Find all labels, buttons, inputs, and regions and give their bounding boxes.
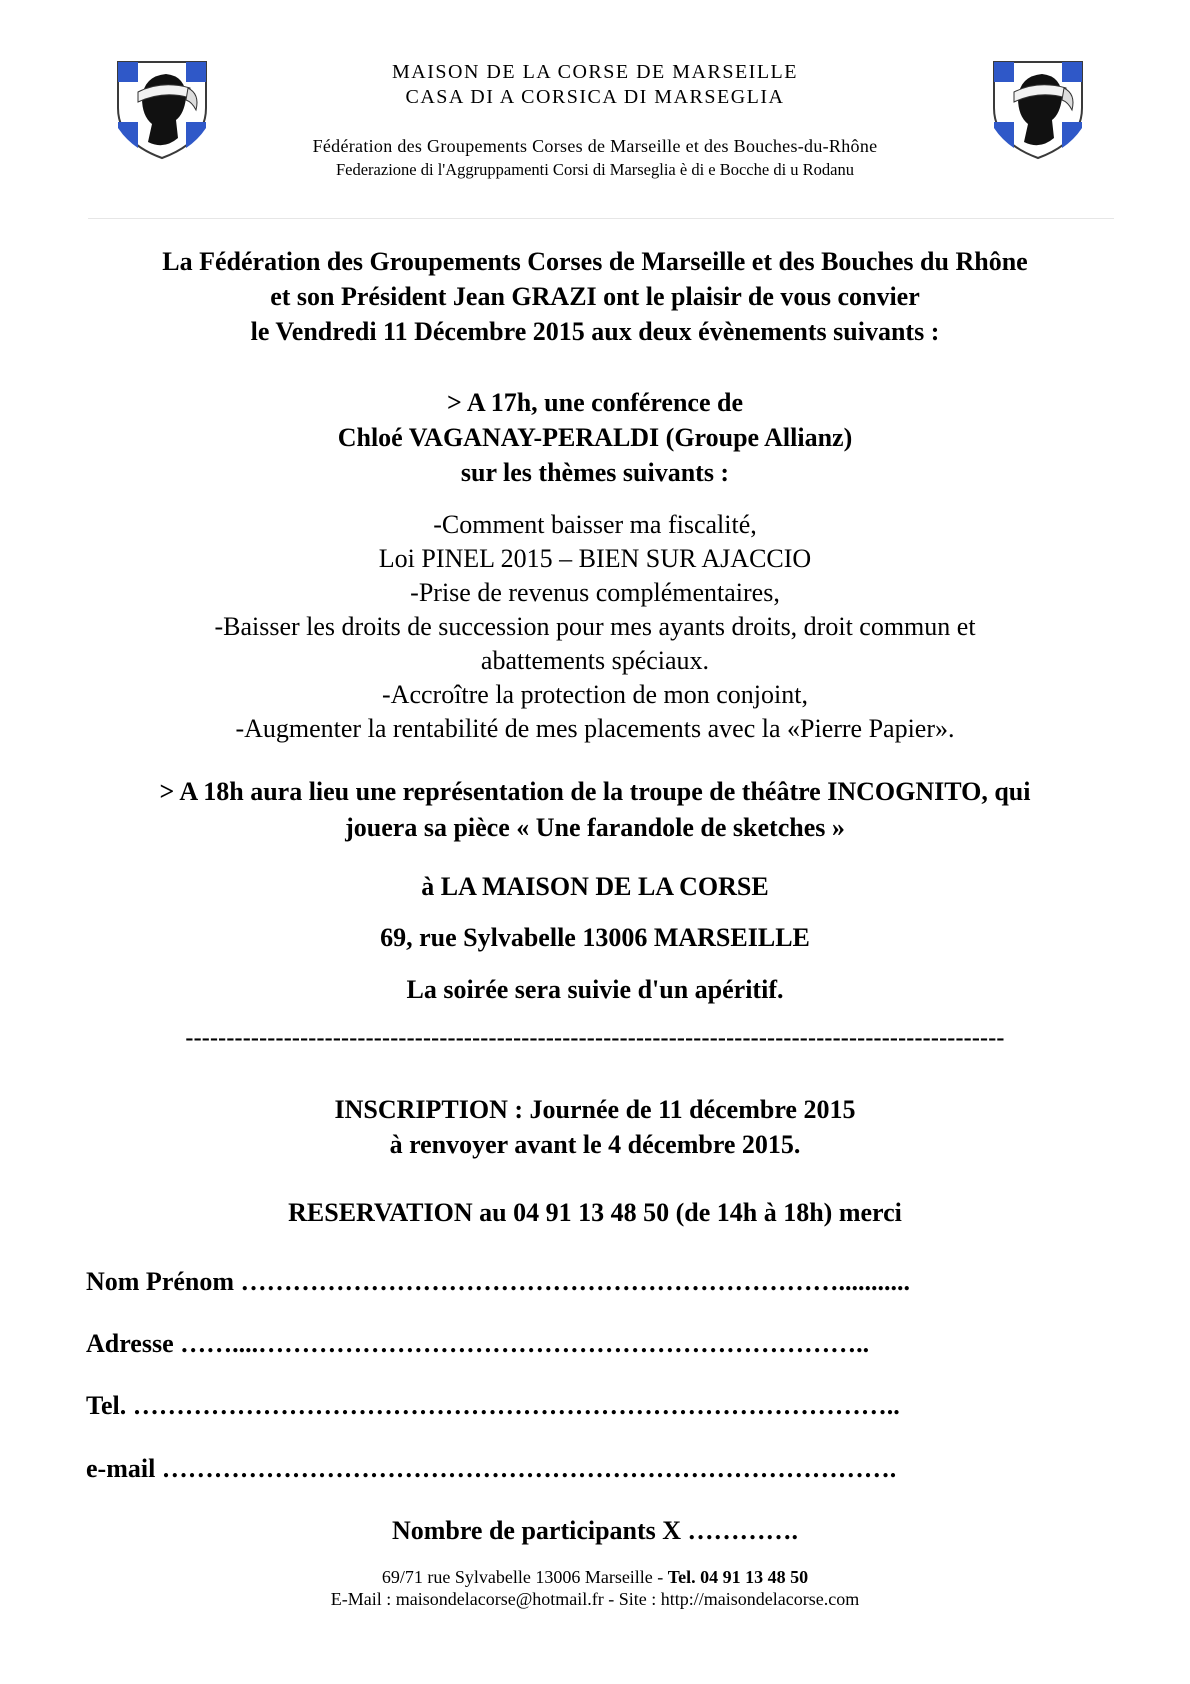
intro-line: et son Président Jean GRAZI ont le plaisir de vous convier <box>270 282 920 311</box>
theatre-line: > A 18h aura lieu une représentation de la troupe de théâtre INCOGNITO, qui <box>159 777 1031 806</box>
footer-address-line <box>60 1566 1130 1588</box>
moor-head-crest-icon <box>990 58 1086 162</box>
inscription-line: à renvoyer avant le 4 décembre 2015. <box>389 1130 801 1159</box>
letterhead <box>200 60 990 182</box>
moor-head-crest-icon <box>114 58 210 162</box>
invitation-intro <box>60 244 1130 349</box>
intro-line: La Fédération des Groupements Corses de Marseille et des Bouches du Rhône <box>162 247 1028 276</box>
header-divider <box>88 218 1114 219</box>
federation-co: Federazione di l'Aggruppamenti Corsi di Marseglia è di e Bocche di u Rodanu <box>335 160 854 179</box>
form-address-field: Adresse ……....…………………………………………………………….. <box>86 1329 870 1358</box>
theme-item: -Accroître la protection de mon conjoint, <box>382 680 808 709</box>
conference-line: > A 17h, une conférence de <box>447 388 743 417</box>
cut-line-separator: ---------------------------------------------------------------------------------------------------- <box>185 1025 1005 1051</box>
inscription-line: INSCRIPTION : Journée de 11 décembre 2015 <box>334 1095 856 1124</box>
footer-tel: Tel. 04 91 13 48 50 <box>667 1567 809 1587</box>
inscription-heading <box>60 1092 1130 1162</box>
form-name-field: Nom Prénom ……………………………………………………………........... <box>86 1267 911 1296</box>
venue-address: 69, rue Sylvabelle 13006 MARSEILLE <box>380 923 810 952</box>
conference-line: Chloé VAGANAY-PERALDI (Groupe Allianz) <box>337 423 853 452</box>
themes-list <box>60 508 1130 746</box>
aperitif-note: La soirée sera suivie d'un apéritif. <box>406 975 784 1004</box>
theme-item: abattements spéciaux. <box>480 646 710 675</box>
conference-line: sur les thèmes suivants : <box>460 458 730 487</box>
org-name-co: CASA DI A CORSICA DI MARSEGLIA <box>405 86 785 108</box>
theme-item: -Baisser les droits de succession pour mes ayants droits, droit commun et <box>214 612 976 641</box>
theme-item: Loi PINEL 2015 – BIEN SUR AJACCIO <box>378 544 812 573</box>
intro-line: le Vendredi 11 Décembre 2015 aux deux évènements suivants : <box>250 317 940 346</box>
venue-name: à LA MAISON DE LA CORSE <box>421 872 769 901</box>
theatre-announcement <box>60 774 1130 846</box>
footer-address: 69/71 rue Sylvabelle 13006 Marseille - <box>381 1567 668 1587</box>
footer <box>60 1566 1130 1610</box>
form-tel-field: Tel. …………………………………………………………………………….. <box>86 1391 900 1420</box>
participants-count-field: Nombre de participants X …………. <box>391 1516 799 1545</box>
form-email-field: e-mail …………………………………………………………………………. <box>86 1454 897 1483</box>
federation-fr: Fédération des Groupements Corses de Marseille et des Bouches-du-Rhône <box>312 136 878 156</box>
reservation-line: RESERVATION au 04 91 13 48 50 (de 14h à 18h) merci <box>288 1198 902 1227</box>
theme-item: -Augmenter la rentabilité de mes placements avec la «Pierre Papier». <box>235 714 955 743</box>
conference-heading <box>60 385 1130 490</box>
theatre-line: jouera sa pièce « Une farandole de sketches » <box>345 813 845 842</box>
footer-contact: E-Mail : maisondelacorse@hotmail.fr - Site : http://maisondelacorse.com <box>330 1589 860 1609</box>
org-name-fr: MAISON DE LA CORSE DE MARSEILLE <box>392 61 798 83</box>
theme-item: -Comment baisser ma fiscalité, <box>433 510 757 539</box>
theme-item: -Prise de revenus complémentaires, <box>410 578 780 607</box>
